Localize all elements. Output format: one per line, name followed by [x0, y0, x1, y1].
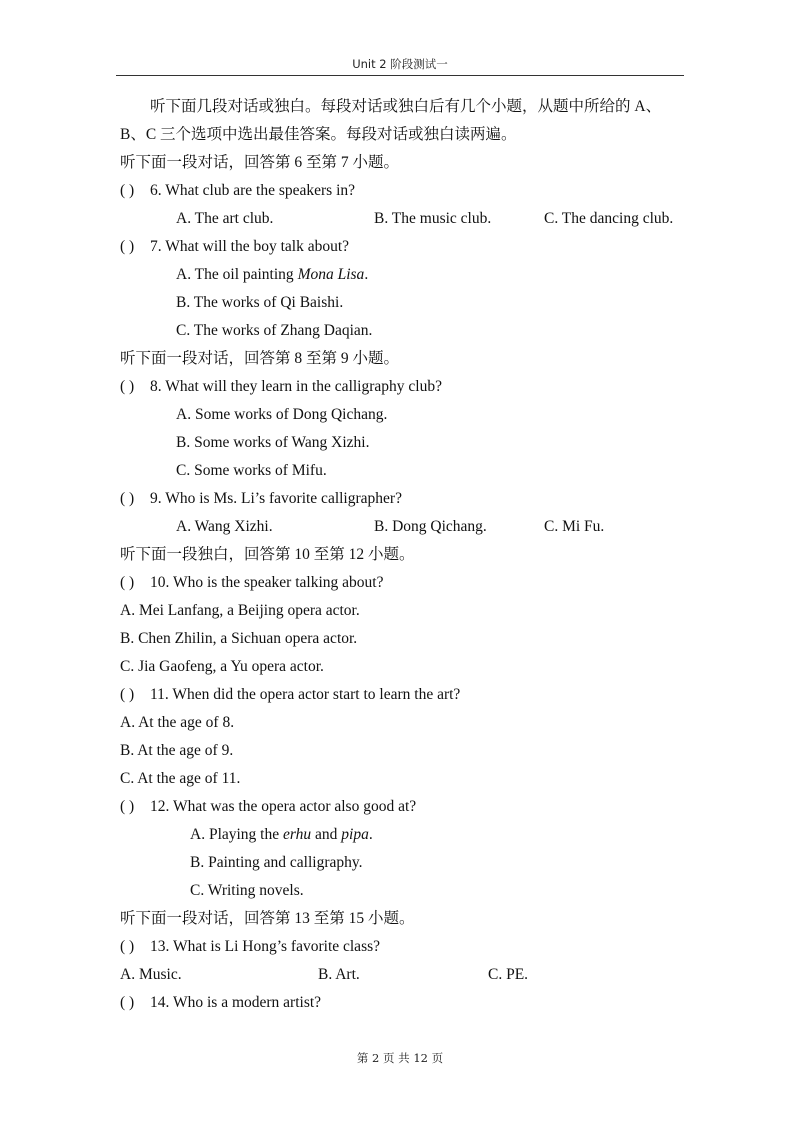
answer-blank: ( )	[120, 378, 135, 395]
question-10	[120, 572, 383, 594]
page-footer: 第 2 页 共 12 页	[356, 1051, 444, 1065]
answer-blank: ( )	[120, 182, 135, 199]
q11-option-b: B. At the age of 9.	[120, 742, 234, 759]
question-text: 13. What is Li Hong’s favorite class?	[150, 938, 381, 955]
answer-blank: ( )	[120, 574, 135, 591]
q8-option-a: A. Some works of Dong Qichang.	[176, 406, 388, 423]
option-a: A. Music.	[120, 966, 182, 983]
option-c: C. PE.	[488, 966, 529, 983]
option-a: A. The art club.	[176, 210, 274, 227]
answer-blank: ( )	[120, 686, 135, 703]
q11-option-c: C. At the age of 11.	[120, 770, 241, 787]
option-b: B. The music club.	[374, 210, 492, 227]
question-text: 12. What was the opera actor also good at?	[150, 798, 417, 815]
q13-options	[0, 964, 800, 986]
q10-option-c: C. Jia Gaofeng, a Yu opera actor.	[120, 658, 324, 675]
question-11	[120, 684, 460, 706]
answer-blank: ( )	[120, 490, 135, 507]
answer-blank: ( )	[120, 938, 135, 955]
question-7	[120, 236, 349, 258]
q9-options	[0, 516, 800, 538]
q7-option-b: B. The works of Qi Baishi.	[176, 294, 344, 311]
section-heading-1: 听下面一段对话，回答第 6 至第 7 小题。	[120, 154, 400, 171]
question-9	[120, 488, 402, 510]
q8-option-b: B. Some works of Wang Xizhi.	[176, 434, 370, 451]
question-13	[120, 936, 380, 958]
question-text: 8. What will they learn in the calligraphy club?	[150, 378, 442, 395]
page-header: Unit 2 阶段测试一	[352, 57, 448, 71]
option-b: B. Dong Qichang.	[374, 518, 487, 535]
instrument-pipa: pipa	[341, 826, 369, 843]
question-text: 14. Who is a modern artist?	[150, 994, 322, 1011]
question-12	[120, 796, 416, 818]
q7-option-c: C. The works of Zhang Daqian.	[176, 322, 373, 339]
q12-option-c: C. Writing novels.	[190, 882, 304, 899]
q10-option-b: B. Chen Zhilin, a Sichuan opera actor.	[120, 630, 358, 647]
q11-option-a: A. At the age of 8.	[120, 714, 235, 731]
option-c: C. Mi Fu.	[544, 518, 605, 535]
instrument-erhu: erhu	[283, 826, 312, 843]
section-heading-3: 听下面一段独白，回答第 10 至第 12 小题。	[120, 546, 415, 563]
q6-options	[0, 208, 800, 230]
question-text: 7. What will the boy talk about?	[150, 238, 350, 255]
answer-blank: ( )	[120, 798, 135, 815]
q8-option-c: C. Some works of Mifu.	[176, 462, 327, 479]
option-a: A. Wang Xizhi.	[176, 518, 273, 535]
q10-option-a: A. Mei Lanfang, a Beijing opera actor.	[120, 602, 360, 619]
answer-blank: ( )	[120, 994, 135, 1011]
question-6	[120, 180, 355, 202]
option-c: C. The dancing club.	[544, 210, 674, 227]
q12-option-a: A. Playing the erhu and pipa.	[190, 826, 373, 843]
instruction-line-2: B、C 三个选项中选出最佳答案。每段对话或独白读两遍。	[120, 126, 517, 143]
q12-option-b: B. Painting and calligraphy.	[190, 854, 363, 871]
answer-blank: ( )	[120, 238, 135, 255]
section-heading-4: 听下面一段对话，回答第 13 至第 15 小题。	[120, 910, 415, 927]
question-text: 11. When did the opera actor start to learn the art?	[150, 686, 461, 703]
question-text: 10. Who is the speaker talking about?	[150, 574, 384, 591]
question-text: 9. Who is Ms. Li’s favorite calligrapher?	[150, 490, 402, 507]
instruction-line-1: 听下面几段对话或独白。每段对话或独白后有几个小题，从题中所给的 A、	[150, 98, 662, 115]
question-8	[120, 376, 442, 398]
header-divider	[116, 75, 684, 76]
question-text: 6. What club are the speakers in?	[150, 182, 356, 199]
q7-option-a: A. The oil painting Mona Lisa.	[176, 266, 369, 283]
artwork-title: Mona Lisa	[297, 266, 365, 283]
option-b: B. Art.	[318, 966, 360, 983]
question-14	[120, 992, 321, 1014]
section-heading-2: 听下面一段对话，回答第 8 至第 9 小题。	[120, 350, 400, 367]
